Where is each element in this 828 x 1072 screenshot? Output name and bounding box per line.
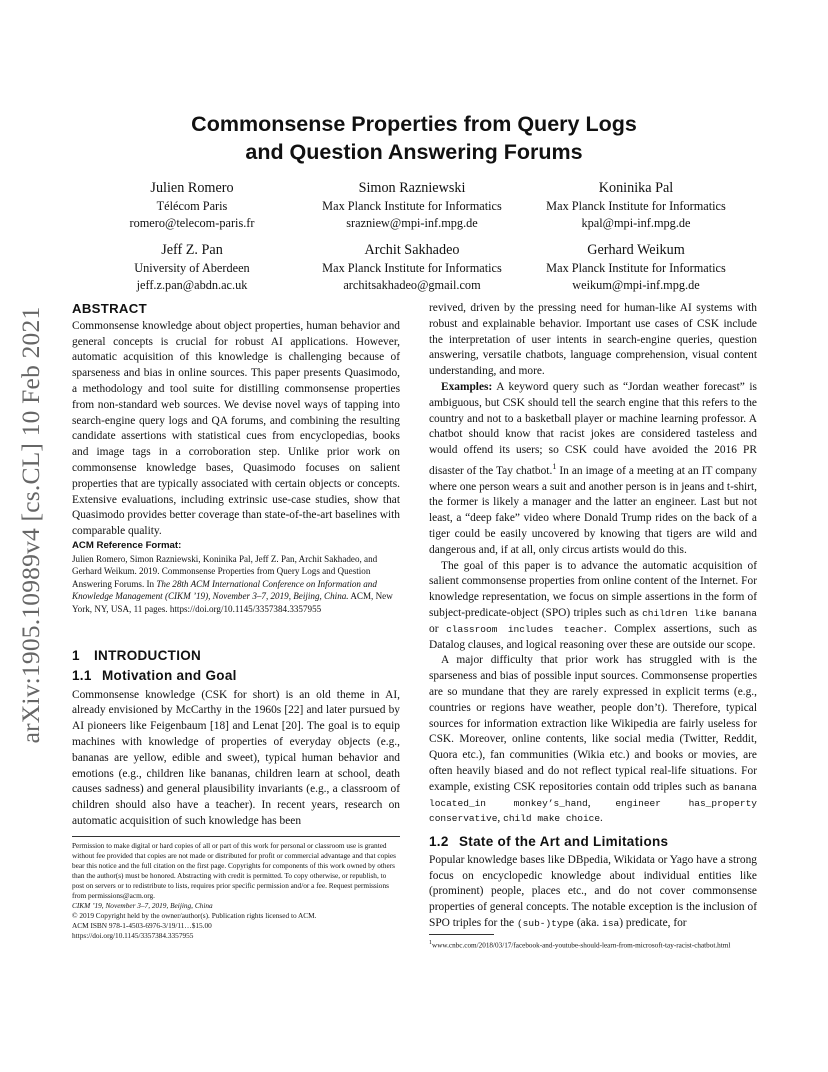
examples-label: Examples: xyxy=(441,380,493,393)
code-predicate: (sub-)type xyxy=(516,917,574,929)
arxiv-identifier-stamp xyxy=(8,290,54,760)
permission-text: Permission to make digital or hard copies of all or part of this work for personal or classroom use is granted without fee provided that copies are not made or distributed for profit or commercial advantage and that copies bear this notice and the full citation on the first page. Copyrights for components of this work owned by others than the author(s) must be honored. Abstracting with credit is permitted. To copy otherwise, or republish, to post on servers or to redistribute to lists, requires prior specific permission and/or a fee. Request permissions from permissions@acm.org. xyxy=(72,841,396,900)
state-of-art-paragraph xyxy=(429,853,757,932)
acm-reference-authors: Julien Romero, Simon Razniewski, Koninika Pal, Jeff Z. Pan, Archit Sakhadeo, and Gerhard Weikum. 2019. Commonsense Properties from Query Logs and Question Answering Forums. In xyxy=(72,553,378,589)
author-email: jeff.z.pan@abdn.ac.uk xyxy=(136,278,248,292)
motivation-paragraph: Commonsense knowledge (CSK for short) is an old theme in AI, already envisioned by McCarthy in the 1960s [22] and later pursued by AI pioneers like Feigenbaum [18] and Lenat [20]. The goal is to equip machines with knowledge of properties of everyday objects (e.g., bananas are yellow, edible and sweet), typical human behavior and emotions (e.g., children like bananas, children learn at school, death causes sadness) and general plausibility invariants (e.g., a classroom of children should also have a teacher). In recent years, research on automatic acquisition of such knowledge has been xyxy=(72,688,400,827)
author-block xyxy=(292,178,532,232)
sota-text-c: ) predicate, for xyxy=(619,916,687,929)
sota-text-b: (aka. xyxy=(573,916,603,929)
author-block xyxy=(72,178,312,232)
subsection-number: 1.2 xyxy=(429,834,449,849)
code-predicate: isa xyxy=(602,917,620,929)
subsection-1-1-heading xyxy=(72,668,400,684)
acm-reference-rest: ACM, New York, NY, USA, 11 pages. https://doi.org/10.1145/3357384.3357955 xyxy=(72,591,393,614)
permission-divider xyxy=(72,836,400,837)
acm-reference-heading: ACM Reference Format: xyxy=(72,540,182,551)
code-triple: children like banana xyxy=(642,607,757,619)
acm-reference-text xyxy=(72,553,400,616)
code-triple: banana located_in monkey’s_hand xyxy=(429,781,757,809)
copyright-text: © 2019 Copyright held by the owner/author(s). Publication rights licensed to ACM. xyxy=(72,911,317,920)
footnote-marker: 1 xyxy=(552,461,557,471)
footnote xyxy=(429,938,757,950)
sota-text-a: Popular knowledge bases like DBpedia, Wikidata or Yago have a strong focus on encyclopedic knowledge about individual entities like (prominent) people, places etc., and do not cover commonsense properties of general concepts. The notable exception is the inclusion of SPO triples for the xyxy=(429,853,757,929)
examples-text-b: In an image of a meeting at an IT company where one person wears a suit and another person is in jeans and t-shirt, the former is likely a manager and the latter an engineer. Last but not least, a “deep fake” video where Donald Trump rides on the back of a tiger could be easily uncovered by knowing that tigers are wild and dangerous and, if at all, only circus artists would do this. xyxy=(429,464,757,556)
goal-paragraph xyxy=(429,559,757,654)
author-affiliation: Télécom Paris xyxy=(156,199,228,213)
permission-venue: CIKM ’19, November 3–7, 2019, Beijing, China xyxy=(72,901,213,910)
separator: , xyxy=(497,812,504,825)
author-affiliation: University of Aberdeen xyxy=(134,261,250,275)
author-name: Archit Sakhadeo xyxy=(364,242,460,258)
goal-connector: or xyxy=(429,622,447,635)
footnote-number: 1 xyxy=(429,940,432,946)
author-name: Gerhard Weikum xyxy=(587,242,685,258)
author-affiliation: Max Planck Institute for Informatics xyxy=(546,261,726,275)
author-affiliation: Max Planck Institute for Informatics xyxy=(322,261,502,275)
author-email: kpal@mpi-inf.mpg.de xyxy=(581,216,691,230)
author-email: romero@telecom-paris.fr xyxy=(129,216,255,230)
author-affiliation: Max Planck Institute for Informatics xyxy=(546,199,726,213)
difficulty-text: A major difficulty that prior work has struggled with is the sparseness and bias of possible input sources. Commonsense properties are so mundane that they are rarely expressed in explicit terms (e.g., countries or regions have weather, people don’t). Therefore, typical sources for information extraction like Wikipedia are fairly useless for CSK. Moreover, online contents, like social media (Twitter, Reddit, Quora etc.), fan communities (Wikia etc.) and books or movies, are often heavily biased and do not reflect typical real-life situations. For example, existing CSK repositories contain odd triples such as xyxy=(429,654,757,793)
author-name: Simon Razniewski xyxy=(358,180,466,196)
author-block xyxy=(516,240,756,294)
section-number: 1 xyxy=(72,648,80,663)
permission-notice xyxy=(72,841,400,941)
sentence-end: . xyxy=(600,812,603,825)
isbn-text: ACM ISBN 978-1-4503-6976-3/19/11…$15.00 xyxy=(72,921,212,930)
acm-reference-format xyxy=(72,540,400,616)
section-title: INTRODUCTION xyxy=(94,648,202,663)
abstract-text: Commonsense knowledge about object properties, human behavior and general concepts is crucial for robust AI applications. However, automatic acquisition of this knowledge is challenging because of sparseness and bias in online sources. This paper presents Quasimodo, a methodology and tool suite for distilling commonsense properties from non-standard web sources. We devise novel ways of tapping into search-engine query logs and QA forums, and combining the resulting candidate assertions with statistical cues from encyclopedias, books and image tags in a corroboration step. Unlike prior work on commonsense knowledge bases, Quasimodo focuses on salient properties that are typically associated with certain objects or concepts. Extensive evaluations, including extrinsic use-case studies, show that Quasimodo provides better coverage than state-of-the-art baselines with comparable quality. xyxy=(72,319,400,538)
arxiv-identifier-text: arXiv:1905.10989v4 [cs.CL] 10 Feb 2021 xyxy=(16,306,45,744)
footnote-divider xyxy=(429,934,494,935)
intro-continued-paragraph: revived, driven by the pressing need for human-like AI systems with robust and explainable behavior. Important use cases of CSK include the interpretation of user intents in search-engine queries, question answering, versatile chatbots, language comprehension, visual content understanding, and more. xyxy=(429,302,757,378)
author-block xyxy=(72,240,312,294)
paper-title-line-2: and Question Answering Forums xyxy=(245,140,583,164)
right-column xyxy=(429,301,757,827)
difficulty-paragraph xyxy=(429,653,757,827)
author-name: Julien Romero xyxy=(150,180,234,196)
subsection-title: Motivation and Goal xyxy=(102,667,237,683)
footnote-link[interactable]: www.cnbc.com/2018/03/17/facebook-and-youtube-should-learn-from-microsoft-tay-racist-chatbot.html xyxy=(432,941,731,950)
separator: , xyxy=(587,796,616,809)
paper-title-line-1: Commonsense Properties from Query Logs xyxy=(191,112,637,136)
subsection-title: State of the Art and Limitations xyxy=(459,834,669,849)
author-block xyxy=(516,178,756,232)
author-email: srazniew@mpi-inf.mpg.de xyxy=(346,216,478,230)
code-triple: classroom includes teacher xyxy=(446,623,604,635)
section-1-heading xyxy=(72,648,400,664)
state-of-art-section xyxy=(429,834,757,932)
examples-paragraph xyxy=(429,380,757,559)
doi-text: https://doi.org/10.1145/3357384.3357955 xyxy=(72,931,194,940)
introduction-section xyxy=(72,648,400,830)
code-triple: child make choice xyxy=(503,813,601,825)
author-email: architsakhadeo@gmail.com xyxy=(343,278,481,292)
paper-title xyxy=(100,110,728,166)
goal-text-b: . Complex assertions, such as Datalog clauses, and logical reasoning over these are outside our scope. xyxy=(429,622,757,651)
abstract-heading: ABSTRACT xyxy=(72,301,147,316)
author-name: Jeff Z. Pan xyxy=(161,242,223,258)
author-block xyxy=(292,240,532,294)
examples-text-a: A keyword query such as “Jordan weather forecast” is ambiguous, but CSK should tell the search engine that this refers to the country and not to a basketball player or machine learning professor. A chatbot should know that racist jokes are considered tasteless and would offend its users; so CSK could have avoided the 2016 PR disaster of the Tay chatbot. xyxy=(429,380,757,477)
goal-text-a: The goal of this paper is to advance the automatic acquisition of salient commonsense properties from online content of the Internet. For knowledge representation, we focus on simple assertions in the form of subject-predicate-object (SPO) triples such as xyxy=(429,559,757,619)
subsection-1-2-heading xyxy=(429,834,757,850)
author-email: weikum@mpi-inf.mpg.de xyxy=(572,278,700,292)
subsection-number: 1.1 xyxy=(72,667,92,683)
acm-reference-venue: The 28th ACM International Conference on Information and Knowledge Management (CIKM ’19), November 3–7, 2019, Beijing, China. xyxy=(72,578,377,602)
left-column xyxy=(72,301,400,540)
code-triple: engineer has_property conservative xyxy=(429,797,757,825)
author-name: Koninika Pal xyxy=(598,180,674,196)
author-affiliation: Max Planck Institute for Informatics xyxy=(322,199,502,213)
